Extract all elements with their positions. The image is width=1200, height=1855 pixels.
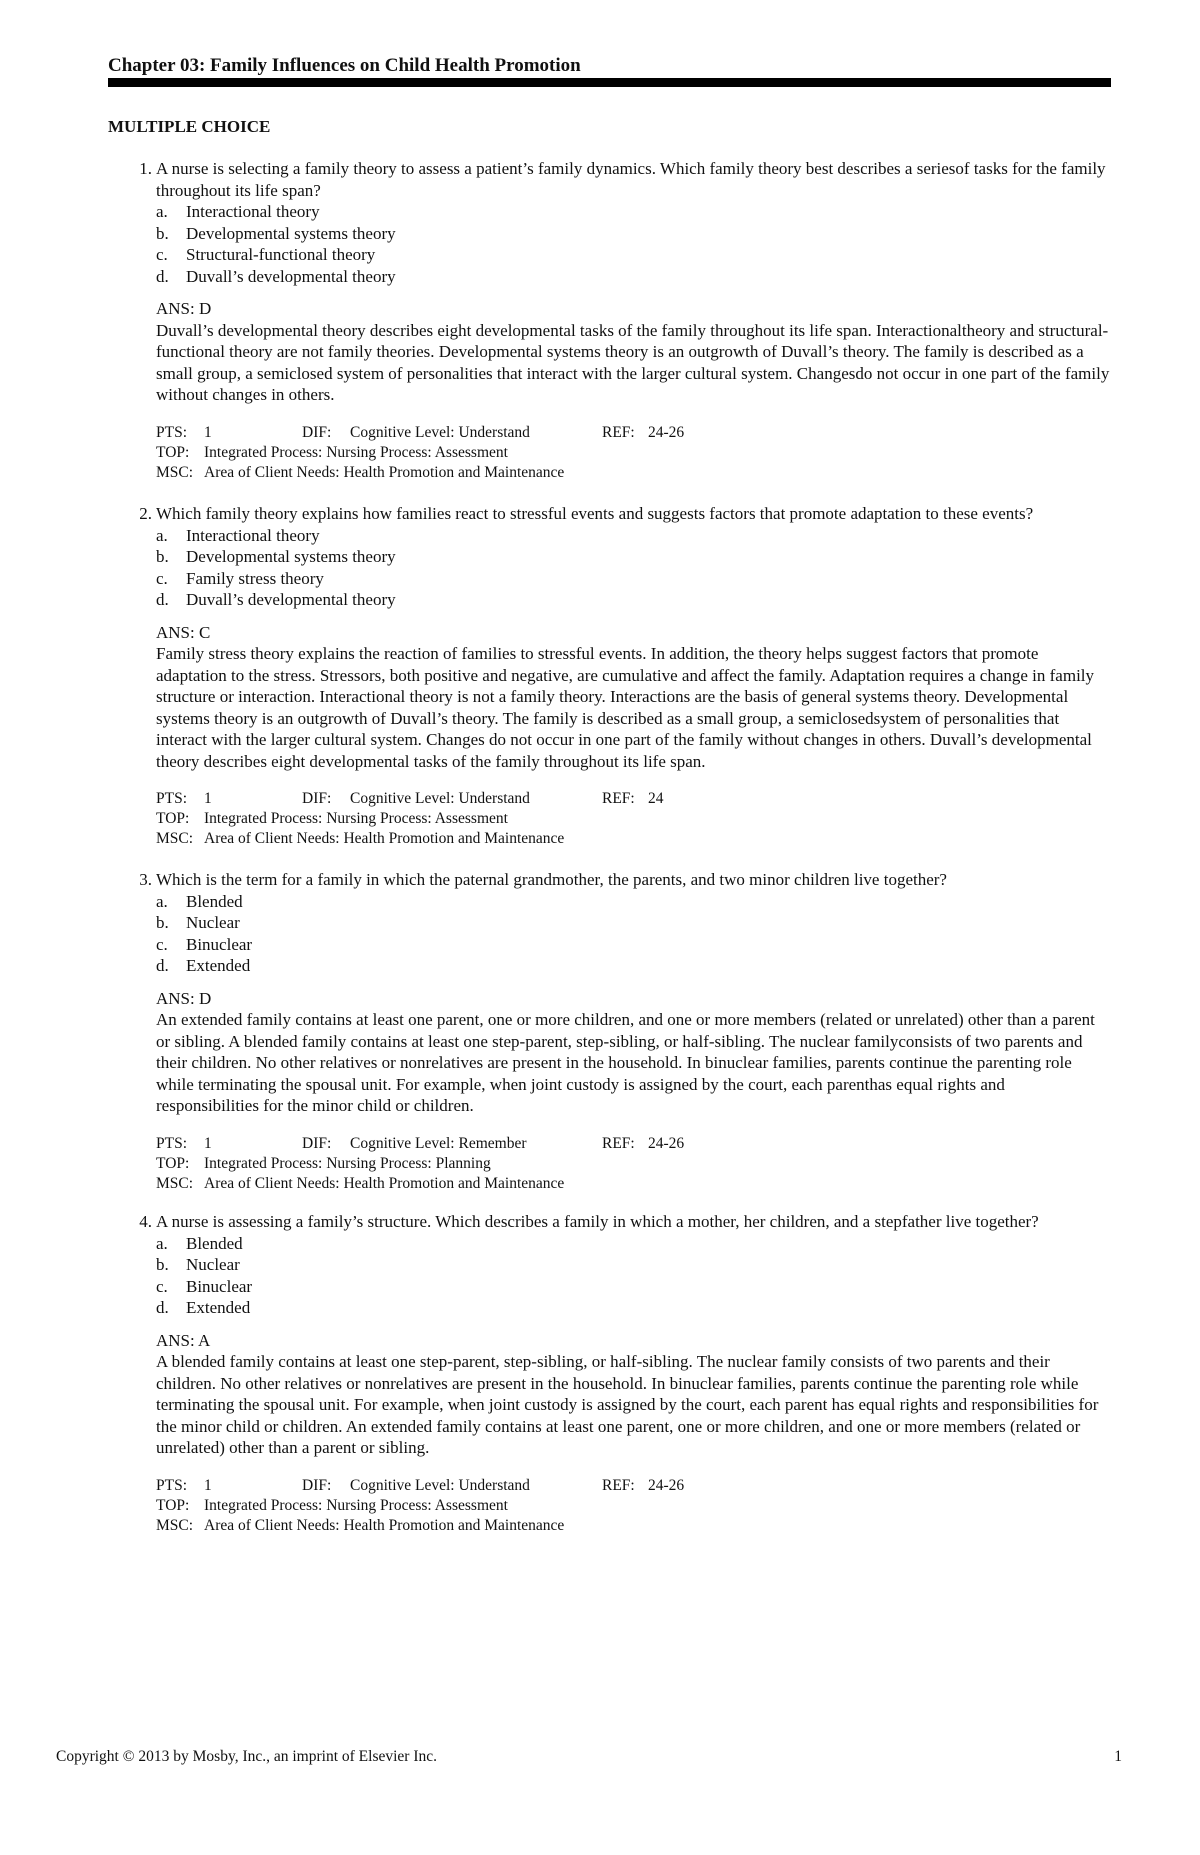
pts-label: PTS: xyxy=(156,790,188,807)
dif-value: Cognitive Level: Understand xyxy=(350,1476,530,1494)
answer-block xyxy=(156,988,1111,1117)
ref-label: REF: xyxy=(602,1134,635,1152)
option-letter: a. xyxy=(156,1233,168,1253)
msc-label: MSC: xyxy=(156,1516,194,1534)
option-text: Interactional theory xyxy=(186,525,320,545)
answer-key: ANS: C xyxy=(156,622,211,642)
question-number: 4. xyxy=(139,1212,152,1231)
option-letter: a. xyxy=(156,525,168,545)
option-text: Blended xyxy=(186,1233,243,1253)
option-text: Extended xyxy=(186,956,251,975)
answer-key: ANS: A xyxy=(156,1330,211,1350)
question-4 xyxy=(108,1211,1118,1536)
option-letter: b. xyxy=(156,1255,169,1274)
options-list xyxy=(156,201,1118,287)
option-letter: c. xyxy=(156,934,168,954)
option-letter: d. xyxy=(156,956,169,975)
dif-value: Cognitive Level: Understand xyxy=(350,423,530,441)
question-1 xyxy=(108,158,1118,483)
dif-label: DIF: xyxy=(302,1134,332,1152)
option-a xyxy=(156,1233,1118,1255)
dif-value: Cognitive Level: Remember xyxy=(350,1134,527,1152)
option-a xyxy=(156,201,1118,223)
title-rule xyxy=(108,78,1111,87)
option-text: Binuclear xyxy=(186,1276,253,1296)
msc-value: Area of Client Needs: Health Promotion and Maintenance xyxy=(204,1174,565,1192)
option-letter: d. xyxy=(156,1298,169,1317)
top-value: Integrated Process: Nursing Process: Assessment xyxy=(204,810,508,827)
pts-label: PTS: xyxy=(156,1134,188,1152)
pts-value: 1 xyxy=(204,423,212,441)
options-list xyxy=(156,891,1118,977)
option-letter: b. xyxy=(156,223,169,243)
dif-label: DIF: xyxy=(302,1476,332,1494)
page-number: 1 xyxy=(1114,1748,1122,1765)
ref-label: REF: xyxy=(602,1476,635,1494)
option-letter: d. xyxy=(156,266,169,286)
option-letter: c. xyxy=(156,1276,168,1296)
option-letter: a. xyxy=(156,891,168,911)
question-stem: A nurse is assessing a family’s structure. Which describes a family in which a mother, her children, and a stepfather live together? xyxy=(156,1212,1039,1231)
options-list xyxy=(156,1233,1118,1319)
option-letter: b. xyxy=(156,547,169,566)
pts-value: 1 xyxy=(204,1476,212,1494)
msc-value: Area of Client Needs: Health Promotion and Maintenance xyxy=(204,830,565,847)
top-value: Integrated Process: Nursing Process: Assessment xyxy=(204,1496,508,1514)
question-metadata xyxy=(156,1134,1118,1194)
question-stem: Which is the term for a family in which the paternal grandmother, the parents, and two minor children live together? xyxy=(156,870,947,889)
option-b xyxy=(156,912,1118,934)
option-text: Nuclear xyxy=(186,913,240,932)
option-text: Nuclear xyxy=(186,1255,240,1274)
option-text: Blended xyxy=(186,891,243,911)
question-metadata xyxy=(156,789,1118,849)
pts-label: PTS: xyxy=(156,1476,188,1494)
option-d xyxy=(156,1297,1118,1319)
answer-block xyxy=(156,298,1111,406)
option-d xyxy=(156,589,1118,611)
question-stem: Which family theory explains how families react to stressful events and suggests factors that promote adaptation to these events? xyxy=(156,504,1034,523)
option-c xyxy=(156,934,1118,956)
top-label: TOP: xyxy=(156,1496,190,1514)
option-text: Structural-functional theory xyxy=(186,245,376,264)
option-text: Family stress theory xyxy=(186,568,324,588)
option-c xyxy=(156,244,1118,266)
option-b xyxy=(156,1254,1118,1276)
rationale: An extended family contains at least one parent, one or more children, and one or more members (related or unrelated) other than a parent or sibling. A blended family contains at least one step-parent, step-sibling, or half-sibling. The nuclear familyconsists of two parents and their children. No other relatives or nonrelatives are present in the household. In binuclear families, parents continue the parenting role while terminating the spousal unit. For example, when joint custody is assigned by the court, each parenthas equal rights and responsibilities for the minor child or children. xyxy=(156,1010,1095,1115)
question-number: 3. xyxy=(139,870,152,889)
answer-key: ANS: D xyxy=(156,299,212,318)
ref-value: 24-26 xyxy=(648,1134,685,1152)
option-d xyxy=(156,955,1118,977)
option-letter: d. xyxy=(156,590,169,609)
rationale: Family stress theory explains the reaction of families to stressful events. In addition, the theory helps suggest factors that promote adaptation to the stress. Stressors, both positive and negative, are cumulative and affect the family. Adaptation requires a change in family structure or interaction. Interactional theory is not a family theory. Interactions are the basis of general systems theory. Developmental systems theory is an outgrowth of Duvall’s theory. The family is described as a small group, a semiclosedsystem of personalities that interact with the larger cultural system. Changes do not occur in one part of the family without changes in others. Duvall’s developmental theory describes eight developmental tasks of the family throughout its life span. xyxy=(156,644,1095,771)
pts-value: 1 xyxy=(204,1134,212,1152)
msc-value: Area of Client Needs: Health Promotion and Maintenance xyxy=(204,463,565,481)
option-text: Interactional theory xyxy=(186,202,320,221)
option-c xyxy=(156,1276,1118,1298)
option-text: Extended xyxy=(186,1298,251,1317)
option-letter: c. xyxy=(156,568,168,588)
dif-label: DIF: xyxy=(302,790,332,807)
msc-value: Area of Client Needs: Health Promotion and Maintenance xyxy=(204,1516,565,1534)
top-label: TOP: xyxy=(156,443,190,461)
section-heading: MULTIPLE CHOICE xyxy=(108,117,271,136)
option-a xyxy=(156,525,1118,547)
question-stem: A nurse is selecting a family theory to assess a patient’s family dynamics. Which family theory best describes a seriesof tasks for the family throughout its life span? xyxy=(156,159,1106,200)
question-number: 2. xyxy=(139,504,152,523)
answer-block xyxy=(156,1330,1111,1459)
answer-block xyxy=(156,622,1111,773)
option-letter: c. xyxy=(156,245,168,264)
ref-label: REF: xyxy=(602,790,635,807)
ref-value: 24-26 xyxy=(648,423,685,441)
option-c xyxy=(156,568,1118,590)
question-2 xyxy=(108,503,1118,849)
option-letter: b. xyxy=(156,913,169,932)
page-footer xyxy=(56,1748,1122,1766)
option-text: Developmental systems theory xyxy=(186,547,396,566)
copyright-notice: Copyright © 2013 by Mosby, Inc., an imprint of Elsevier Inc. xyxy=(56,1748,437,1765)
option-letter: a. xyxy=(156,202,168,221)
top-label: TOP: xyxy=(156,810,190,827)
option-d xyxy=(156,266,1118,288)
question-metadata xyxy=(156,1476,1118,1536)
pts-label: PTS: xyxy=(156,423,188,441)
rationale: A blended family contains at least one step-parent, step-sibling, or half-sibling. The nuclear family consists of two parents and their children. No other relatives or nonrelatives are present in the household. In binuclear families, parents continue the parenting role while terminating the spousal unit. For example, when joint custody is assigned by the court, each parent has equal rights and responsibilities for the minor child or children. An extended family contains at least one parent, one or more children, and one or more members (related or unrelated) other than a parent or sibling. xyxy=(156,1352,1099,1457)
top-value: Integrated Process: Nursing Process: Assessment xyxy=(204,443,508,461)
pts-value: 1 xyxy=(204,790,212,807)
option-b xyxy=(156,546,1118,568)
question-3 xyxy=(108,869,1118,1194)
option-b xyxy=(156,223,1118,245)
msc-label: MSC: xyxy=(156,830,194,847)
msc-label: MSC: xyxy=(156,1174,194,1192)
ref-value: 24-26 xyxy=(648,1476,685,1494)
option-text: Duvall’s developmental theory xyxy=(186,266,396,286)
chapter-title: Chapter 03: Family Influences on Child Health Promotion xyxy=(108,55,581,76)
question-metadata xyxy=(156,423,1118,483)
ref-label: REF: xyxy=(602,423,635,441)
question-number: 1. xyxy=(139,159,152,178)
rationale: Duvall’s developmental theory describes eight developmental tasks of the family throughout its life span. Interactionaltheory and structural-functional theory are not family theories. Developmental systems theory is an outgrowth of Duvall’s theory. The family is described as a small group, a semiclosed system of personalities that interact with the larger cultural system. Changesdo not occur in one part of the family without changes in others. xyxy=(156,320,1110,404)
msc-label: MSC: xyxy=(156,463,194,481)
option-text: Developmental systems theory xyxy=(186,223,396,243)
top-value: Integrated Process: Nursing Process: Planning xyxy=(204,1154,491,1172)
options-list xyxy=(156,525,1118,611)
top-label: TOP: xyxy=(156,1154,190,1172)
answer-key: ANS: D xyxy=(156,988,212,1008)
option-text: Binuclear xyxy=(186,934,253,954)
dif-label: DIF: xyxy=(302,423,332,441)
option-a xyxy=(156,891,1118,913)
ref-value: 24 xyxy=(648,790,664,807)
dif-value: Cognitive Level: Understand xyxy=(350,790,530,807)
option-text: Duvall’s developmental theory xyxy=(186,590,396,609)
